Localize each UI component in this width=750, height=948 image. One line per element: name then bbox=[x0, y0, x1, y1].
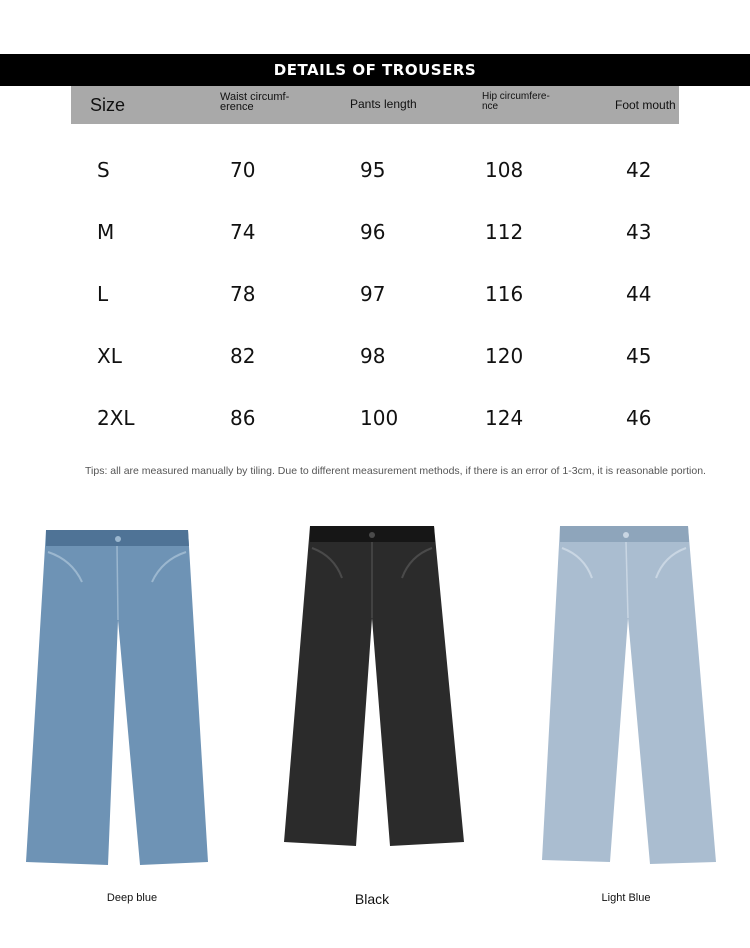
header-hip bbox=[482, 92, 572, 112]
jeans-black-shape bbox=[284, 526, 464, 846]
cell-foot: 42 bbox=[626, 158, 652, 182]
product-label-light-blue: Light Blue bbox=[601, 892, 651, 904]
header-hip-line2: nce bbox=[482, 101, 499, 112]
cell-length: 98 bbox=[360, 344, 386, 368]
table-row bbox=[0, 220, 750, 250]
table-row bbox=[0, 406, 750, 436]
size-table-header bbox=[71, 86, 679, 124]
table-row bbox=[0, 158, 750, 188]
table-row bbox=[0, 344, 750, 374]
header-hip-line1: Hip circumfere- bbox=[482, 91, 550, 102]
cell-waist: 78 bbox=[230, 282, 256, 306]
table-row bbox=[0, 282, 750, 312]
product-label-black: Black bbox=[354, 891, 390, 907]
cell-size: M bbox=[97, 220, 115, 244]
cell-hip: 124 bbox=[485, 406, 524, 430]
cell-waist: 70 bbox=[230, 158, 256, 182]
jeans-deep-blue-fly bbox=[117, 546, 118, 620]
product-image-light-blue[interactable] bbox=[520, 500, 750, 880]
product-image-deep-blue[interactable] bbox=[12, 500, 252, 880]
header-foot-mouth: Foot mouth bbox=[615, 98, 676, 112]
cell-hip: 112 bbox=[485, 220, 524, 244]
jeans-light-blue-shape bbox=[542, 526, 716, 864]
product-image-black[interactable] bbox=[268, 500, 508, 880]
header-pants-length: Pants length bbox=[350, 97, 417, 111]
page-banner-title: DETAILS OF TROUSERS bbox=[0, 54, 750, 86]
cell-size: XL bbox=[97, 344, 122, 368]
cell-waist: 86 bbox=[230, 406, 256, 430]
cell-length: 96 bbox=[360, 220, 386, 244]
cell-hip: 116 bbox=[485, 282, 524, 306]
cell-size: 2XL bbox=[97, 406, 135, 430]
jeans-black-button bbox=[369, 532, 375, 538]
header-waist bbox=[220, 92, 310, 112]
cell-size: L bbox=[97, 282, 109, 306]
cell-length: 95 bbox=[360, 158, 386, 182]
cell-foot: 43 bbox=[626, 220, 652, 244]
header-size: Size bbox=[90, 95, 126, 115]
cell-waist: 82 bbox=[230, 344, 256, 368]
cell-hip: 108 bbox=[485, 158, 524, 182]
cell-length: 100 bbox=[360, 406, 399, 430]
cell-foot: 46 bbox=[626, 406, 652, 430]
product-label-deep-blue: Deep blue bbox=[106, 892, 158, 904]
jeans-light-blue-button bbox=[623, 532, 629, 538]
cell-hip: 120 bbox=[485, 344, 524, 368]
cell-foot: 45 bbox=[626, 344, 652, 368]
header-waist-line2: erence bbox=[220, 101, 254, 113]
measurement-tips: Tips: all are measured manually by tiling. Due to different measurement methods, if there is an error of 1-3cm, it is reasonable portion. bbox=[85, 465, 706, 477]
cell-foot: 44 bbox=[626, 282, 652, 306]
cell-size: S bbox=[97, 158, 110, 182]
cell-length: 97 bbox=[360, 282, 386, 306]
cell-waist: 74 bbox=[230, 220, 256, 244]
header-waist-line1: Waist circumf- bbox=[220, 91, 290, 103]
jeans-deep-blue-button bbox=[115, 536, 121, 542]
